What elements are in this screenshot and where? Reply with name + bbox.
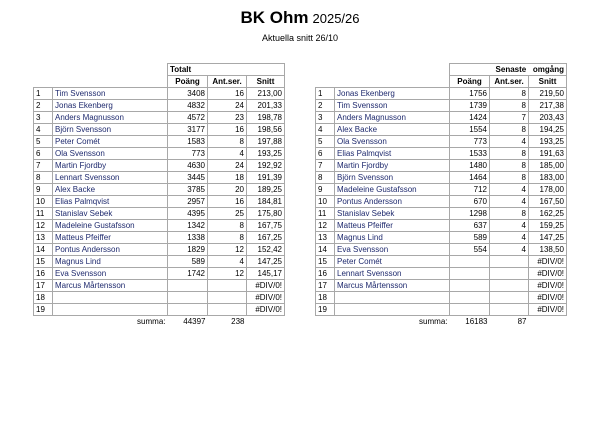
points-cell: 4572: [168, 112, 208, 124]
average-cell: 192,92: [247, 160, 285, 172]
average-cell: 193,25: [247, 148, 285, 160]
season-label: 2025/26: [312, 11, 360, 26]
points-cell: 1342: [168, 220, 208, 232]
table-row: [316, 208, 567, 220]
column-header-points: Poäng: [450, 76, 490, 88]
average-cell: 159,25: [529, 220, 567, 232]
summa-points: 16183: [465, 317, 488, 326]
table-row: [34, 136, 285, 148]
summa-points: 44397: [183, 317, 206, 326]
rank-cell: 6: [316, 148, 335, 160]
table-row: [316, 172, 567, 184]
table-row: [34, 100, 285, 112]
average-cell: #DIV/0!: [247, 292, 285, 304]
series-count-cell: 7: [490, 112, 529, 124]
table-row: [34, 196, 285, 208]
series-count-cell: [490, 256, 529, 268]
series-count-cell: 16: [208, 196, 247, 208]
group-label: Senaste omgång: [450, 64, 567, 76]
summa-label: summa:: [419, 317, 448, 326]
group-header-row: [34, 64, 285, 76]
average-cell: 184,81: [247, 196, 285, 208]
player-name-cell: Stanislav Sebek: [335, 208, 450, 220]
points-cell: 4395: [168, 208, 208, 220]
rank-cell: 17: [316, 280, 335, 292]
player-name-cell: Madeleine Gustafsson: [335, 184, 450, 196]
series-count-cell: [490, 304, 529, 316]
group-label: Totalt: [168, 64, 285, 76]
table-row: [316, 88, 567, 100]
points-cell: 3408: [168, 88, 208, 100]
average-cell: #DIV/0!: [529, 256, 567, 268]
rank-cell: 1: [34, 88, 53, 100]
rank-cell: 15: [34, 256, 53, 268]
rank-cell: 14: [34, 244, 53, 256]
series-count-cell: 16: [208, 88, 247, 100]
points-cell: 773: [450, 136, 490, 148]
rank-cell: 19: [34, 304, 53, 316]
total-averages-table: [33, 63, 285, 328]
points-cell: [168, 304, 208, 316]
points-cell: 1739: [450, 100, 490, 112]
table-row: [316, 100, 567, 112]
rank-cell: 18: [316, 292, 335, 304]
group-header-row: [316, 64, 567, 76]
points-cell: 589: [168, 256, 208, 268]
table-row: [316, 292, 567, 304]
column-header-series: Ant.ser.: [490, 76, 529, 88]
table-row: [316, 124, 567, 136]
rank-cell: 12: [34, 220, 53, 232]
player-name-cell: Tim Svensson: [53, 88, 168, 100]
points-cell: 4630: [168, 160, 208, 172]
series-count-cell: 4: [490, 184, 529, 196]
average-cell: 189,25: [247, 184, 285, 196]
average-cell: 147,25: [529, 232, 567, 244]
rank-cell: 10: [316, 196, 335, 208]
page-header: [0, 8, 600, 44]
table-row: [316, 160, 567, 172]
player-name-cell: Peter Comét: [53, 136, 168, 148]
player-name-cell: Matteus Pfeiffer: [335, 220, 450, 232]
player-name-cell: [335, 304, 450, 316]
rank-cell: 6: [34, 148, 53, 160]
rank-cell: 3: [316, 112, 335, 124]
rank-cell: 1: [316, 88, 335, 100]
rank-cell: 4: [316, 124, 335, 136]
player-name-cell: Ola Svensson: [53, 148, 168, 160]
table-row: [34, 112, 285, 124]
series-count-cell: [490, 280, 529, 292]
average-cell: 198,78: [247, 112, 285, 124]
points-cell: [450, 256, 490, 268]
points-cell: 3785: [168, 184, 208, 196]
points-cell: 712: [450, 184, 490, 196]
player-name-cell: Magnus Lind: [335, 232, 450, 244]
table-row: [316, 304, 567, 316]
player-name-cell: Peter Comét: [335, 256, 450, 268]
player-name-cell: Jonas Ekenberg: [335, 88, 450, 100]
average-cell: 167,75: [247, 220, 285, 232]
series-count-cell: 8: [490, 208, 529, 220]
player-name-cell: [53, 292, 168, 304]
average-cell: #DIV/0!: [529, 304, 567, 316]
rank-cell: 17: [34, 280, 53, 292]
summa-empty: [529, 316, 567, 329]
player-name-cell: Martin Fjordby: [335, 160, 450, 172]
average-cell: 152,42: [247, 244, 285, 256]
series-count-cell: [490, 268, 529, 280]
table-row: [316, 220, 567, 232]
player-name-cell: Tim Svensson: [335, 100, 450, 112]
latest-round-table: [315, 63, 567, 328]
average-cell: 219,50: [529, 88, 567, 100]
points-cell: 1756: [450, 88, 490, 100]
player-name-cell: Alex Backe: [335, 124, 450, 136]
column-header-row: [34, 76, 285, 88]
column-header-average: Snitt: [247, 76, 285, 88]
player-name-cell: Eva Svensson: [335, 244, 450, 256]
series-count-cell: 4: [490, 244, 529, 256]
points-cell: 589: [450, 232, 490, 244]
rank-cell: 7: [34, 160, 53, 172]
player-name-cell: Stanislav Sebek: [53, 208, 168, 220]
series-count-cell: 8: [490, 148, 529, 160]
series-count-cell: 4: [490, 220, 529, 232]
points-cell: 773: [168, 148, 208, 160]
average-cell: #DIV/0!: [247, 280, 285, 292]
average-cell: 178,00: [529, 184, 567, 196]
average-cell: 167,25: [247, 232, 285, 244]
rank-cell: 5: [316, 136, 335, 148]
rank-cell: 16: [316, 268, 335, 280]
average-cell: #DIV/0!: [529, 292, 567, 304]
column-header-average: Snitt: [529, 76, 567, 88]
average-cell: #DIV/0!: [529, 280, 567, 292]
points-cell: 1480: [450, 160, 490, 172]
table-row: [316, 256, 567, 268]
player-name-cell: Pontus Andersson: [53, 244, 168, 256]
average-cell: 197,88: [247, 136, 285, 148]
average-cell: 194,25: [529, 124, 567, 136]
column-header-series: Ant.ser.: [208, 76, 247, 88]
rank-cell: 9: [34, 184, 53, 196]
average-cell: 217,38: [529, 100, 567, 112]
table-row: [316, 232, 567, 244]
player-name-cell: Pontus Andersson: [335, 196, 450, 208]
rank-cell: 12: [316, 220, 335, 232]
points-cell: 1424: [450, 112, 490, 124]
table-row: [316, 268, 567, 280]
table-row: [316, 280, 567, 292]
rank-cell: 8: [34, 172, 53, 184]
rank-cell: 11: [316, 208, 335, 220]
rank-cell: 18: [34, 292, 53, 304]
series-count-cell: 8: [490, 88, 529, 100]
series-count-cell: 24: [208, 100, 247, 112]
table-row: [34, 256, 285, 268]
series-count-cell: 20: [208, 184, 247, 196]
rank-cell: 5: [34, 136, 53, 148]
table-row: [34, 220, 285, 232]
player-name-cell: Lennart Svensson: [335, 268, 450, 280]
series-count-cell: 8: [490, 124, 529, 136]
average-cell: 213,00: [247, 88, 285, 100]
column-header-row: [316, 76, 567, 88]
series-count-cell: 12: [208, 244, 247, 256]
rank-cell: 7: [316, 160, 335, 172]
points-cell: 4832: [168, 100, 208, 112]
player-name-cell: Anders Magnusson: [53, 112, 168, 124]
summa-label: summa:: [137, 317, 166, 326]
average-cell: 191,63: [529, 148, 567, 160]
series-count-cell: [208, 304, 247, 316]
points-cell: 2957: [168, 196, 208, 208]
series-count-cell: [208, 280, 247, 292]
series-count-cell: 4: [490, 196, 529, 208]
average-cell: 147,25: [247, 256, 285, 268]
table-body: [316, 88, 567, 329]
summa-series: 238: [231, 317, 245, 326]
series-count-cell: 8: [490, 172, 529, 184]
series-count-cell: [208, 292, 247, 304]
points-cell: [168, 280, 208, 292]
player-name-cell: Ola Svensson: [335, 136, 450, 148]
series-count-cell: 23: [208, 112, 247, 124]
points-cell: 637: [450, 220, 490, 232]
table-row: [316, 196, 567, 208]
player-name-cell: Martin Fjordby: [53, 160, 168, 172]
average-cell: 183,00: [529, 172, 567, 184]
points-cell: [450, 304, 490, 316]
series-count-cell: 24: [208, 160, 247, 172]
page-subtitle: Aktuella snitt 26/10: [261, 33, 339, 43]
summa-series: 87: [517, 317, 527, 326]
average-cell: 138,50: [529, 244, 567, 256]
player-name-cell: Jonas Ekenberg: [53, 100, 168, 112]
table-row: [34, 292, 285, 304]
player-name-cell: Matteus Pfeiffer: [53, 232, 168, 244]
points-cell: 554: [450, 244, 490, 256]
column-header-points: Poäng: [168, 76, 208, 88]
rank-cell: 11: [34, 208, 53, 220]
average-cell: 198,56: [247, 124, 285, 136]
table-row: [34, 208, 285, 220]
average-cell: 191,39: [247, 172, 285, 184]
summa-empty: [247, 316, 285, 329]
rank-cell: 19: [316, 304, 335, 316]
points-cell: [450, 292, 490, 304]
player-name-cell: Eva Svensson: [53, 268, 168, 280]
table-row: [34, 148, 285, 160]
points-cell: 1338: [168, 232, 208, 244]
average-cell: 201,33: [247, 100, 285, 112]
series-count-cell: 4: [208, 148, 247, 160]
points-cell: 1533: [450, 148, 490, 160]
summary-row: [316, 316, 567, 329]
table-row: [34, 232, 285, 244]
series-count-cell: 8: [208, 136, 247, 148]
points-cell: [168, 292, 208, 304]
average-cell: 175,80: [247, 208, 285, 220]
series-count-cell: 8: [490, 100, 529, 112]
points-cell: 1742: [168, 268, 208, 280]
average-cell: 167,50: [529, 196, 567, 208]
player-name-cell: Alex Backe: [53, 184, 168, 196]
points-cell: [450, 280, 490, 292]
table-row: [34, 172, 285, 184]
title-line: [0, 8, 600, 33]
average-cell: 145,17: [247, 268, 285, 280]
table-row: [34, 304, 285, 316]
rank-cell: 13: [34, 232, 53, 244]
player-name-cell: [53, 304, 168, 316]
points-cell: 1298: [450, 208, 490, 220]
player-name-cell: Madeleine Gustafsson: [53, 220, 168, 232]
table-row: [316, 184, 567, 196]
table-row: [316, 112, 567, 124]
points-cell: 1829: [168, 244, 208, 256]
average-cell: #DIV/0!: [247, 304, 285, 316]
series-count-cell: 4: [490, 232, 529, 244]
player-name-cell: Elias Palmqvist: [335, 148, 450, 160]
player-name-cell: Björn Svensson: [53, 124, 168, 136]
series-count-cell: 16: [208, 124, 247, 136]
table-row: [34, 88, 285, 100]
rank-cell: 13: [316, 232, 335, 244]
rank-cell: 14: [316, 244, 335, 256]
summary-row: [34, 316, 285, 329]
average-cell: 193,25: [529, 136, 567, 148]
points-cell: 670: [450, 196, 490, 208]
table-body: [34, 88, 285, 329]
player-name-cell: Elias Palmqvist: [53, 196, 168, 208]
table-row: [34, 244, 285, 256]
rank-cell: 8: [316, 172, 335, 184]
table-row: [316, 148, 567, 160]
average-cell: 162,25: [529, 208, 567, 220]
table-row: [316, 244, 567, 256]
player-name-cell: Magnus Lind: [53, 256, 168, 268]
rank-cell: 3: [34, 112, 53, 124]
player-name-cell: Björn Svensson: [335, 172, 450, 184]
series-count-cell: 18: [208, 172, 247, 184]
rank-cell: 10: [34, 196, 53, 208]
rank-cell: 9: [316, 184, 335, 196]
series-count-cell: 4: [490, 136, 529, 148]
table-row: [34, 160, 285, 172]
average-cell: 185,00: [529, 160, 567, 172]
page-title: BK Ohm: [240, 8, 309, 27]
player-name-cell: Anders Magnusson: [335, 112, 450, 124]
series-count-cell: [490, 292, 529, 304]
rank-cell: 16: [34, 268, 53, 280]
series-count-cell: 8: [208, 220, 247, 232]
average-cell: #DIV/0!: [529, 268, 567, 280]
points-cell: 1464: [450, 172, 490, 184]
rank-cell: 15: [316, 256, 335, 268]
average-cell: 203,43: [529, 112, 567, 124]
table-row: [34, 268, 285, 280]
series-count-cell: 4: [208, 256, 247, 268]
rank-cell: 2: [34, 100, 53, 112]
rank-cell: 2: [316, 100, 335, 112]
player-name-cell: Marcus Mårtensson: [335, 280, 450, 292]
points-cell: 1583: [168, 136, 208, 148]
series-count-cell: 12: [208, 268, 247, 280]
points-cell: 1554: [450, 124, 490, 136]
series-count-cell: 8: [490, 160, 529, 172]
points-cell: 3177: [168, 124, 208, 136]
table-row: [316, 136, 567, 148]
rank-cell: 4: [34, 124, 53, 136]
points-cell: 3445: [168, 172, 208, 184]
series-count-cell: 25: [208, 208, 247, 220]
player-name-cell: [335, 292, 450, 304]
player-name-cell: Marcus Mårtensson: [53, 280, 168, 292]
points-cell: [450, 268, 490, 280]
series-count-cell: 8: [208, 232, 247, 244]
table-row: [34, 280, 285, 292]
table-row: [34, 184, 285, 196]
table-row: [34, 124, 285, 136]
player-name-cell: Lennart Svensson: [53, 172, 168, 184]
